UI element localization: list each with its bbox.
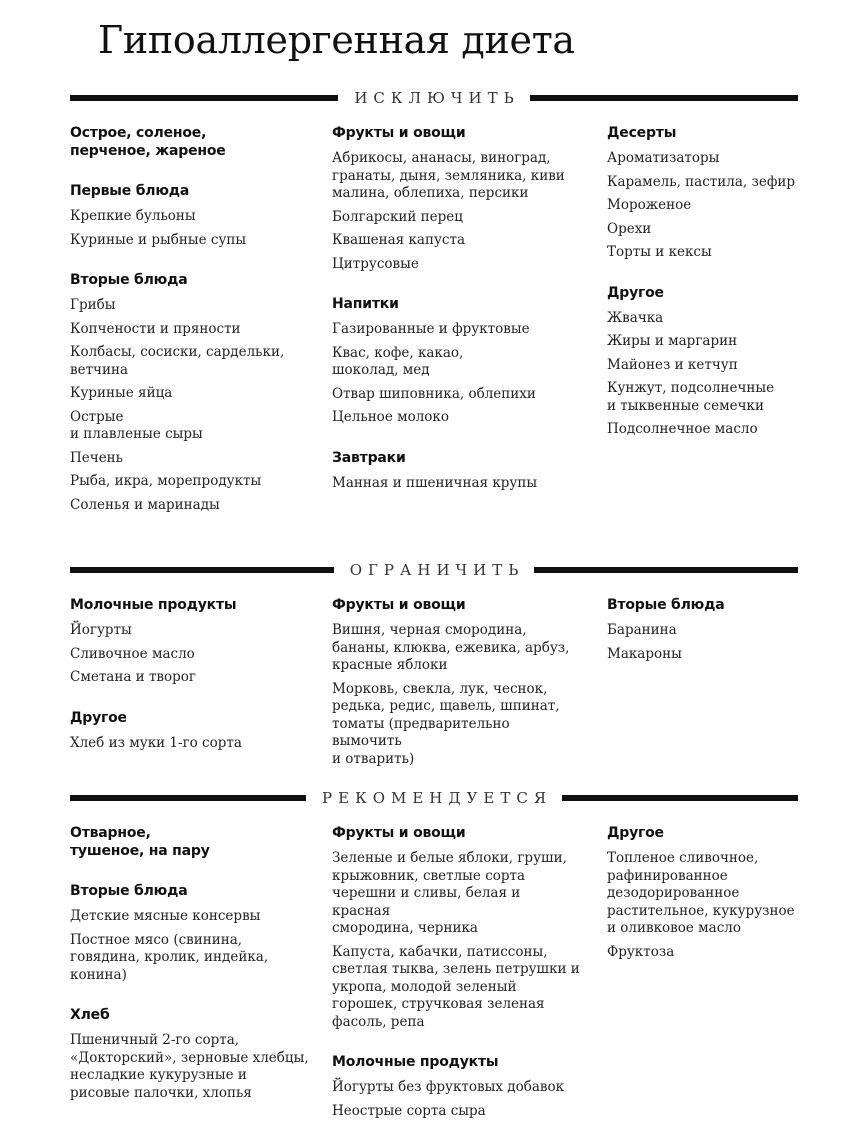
food-group <box>332 449 582 493</box>
food-item: Йогурты без фруктовых добавок <box>332 1079 565 1095</box>
group-title: Десерты <box>607 125 677 141</box>
food-item: Сливочное масло <box>70 645 195 662</box>
section-header-limit <box>70 560 798 580</box>
food-item: Квашеная капуста <box>332 232 465 248</box>
food-group <box>332 596 582 768</box>
food-group <box>332 124 582 273</box>
divider-left <box>70 95 338 101</box>
food-item: Квас, кофе, какао, шоколад, мед <box>332 344 464 378</box>
food-item: Орехи <box>607 220 652 237</box>
food-item: Зеленые и белые яблоки, груши, крыжовник, светлые сорта черешни и сливы, белая и красная смородина, черника <box>332 850 567 936</box>
food-item: Болгарский перец <box>332 208 463 225</box>
food-item: Баранина <box>607 622 677 638</box>
food-group <box>607 284 857 439</box>
food-item: Макароны <box>607 645 682 662</box>
food-item: Вишня, черная смородина, бананы, клюква, ежевика, арбуз, красные яблоки <box>332 622 570 673</box>
food-group <box>70 596 320 687</box>
limit-column-2 <box>332 596 582 790</box>
food-item: Детские мясные консервы <box>70 908 261 924</box>
food-item: Рыба, икра, морепродукты <box>70 473 262 489</box>
food-item: Отвар шиповника, облепихи <box>332 385 536 402</box>
group-title: Хлеб <box>70 1007 110 1023</box>
divider-right <box>534 567 798 573</box>
food-item: Острые и плавленые сыры <box>70 408 203 442</box>
group-title: Первые блюда <box>70 183 190 199</box>
section-header-recommended <box>70 788 798 808</box>
food-item: Мороженое <box>607 197 692 213</box>
food-group <box>70 182 320 249</box>
food-item: Крепкие бульоны <box>70 208 196 224</box>
group-title: Вторые блюда <box>607 597 725 613</box>
group-title: Другое <box>607 284 664 301</box>
food-item: Торты и кексы <box>607 244 712 260</box>
food-item: Копчености и пряности <box>70 320 241 337</box>
food-item: Топленое сливочное, рафинированное дезодорированное растительное, кукурузное и оливковое масло <box>607 850 795 936</box>
group-title: Отварное, тушеное, на пару <box>70 825 210 859</box>
food-item: Капуста, кабачки, патиссоны, светлая тыква, зелень петрушки и укропа, молодой зеленый горошек, стручковая зеленая фасоль, репа <box>332 943 580 1030</box>
food-item: Йогурты <box>70 622 132 638</box>
food-item: Куриные яйца <box>70 385 173 401</box>
food-item: Печень <box>70 449 124 466</box>
recommended-column-3 <box>607 824 857 983</box>
group-title: Другое <box>70 709 127 726</box>
exclude-column-1 <box>70 124 320 536</box>
food-group <box>70 271 320 514</box>
food-item: Фруктоза <box>607 943 675 960</box>
divider-left <box>70 567 334 573</box>
food-item: Пшеничный 2-го сорта, «Докторский», зерновые хлебцы, несладкие кукурузные и рисовые палочки, хлопья <box>70 1032 309 1101</box>
food-item: Карамель, пастила, зефир <box>607 173 796 190</box>
group-title: Другое <box>607 825 664 841</box>
food-item: Сметана и творог <box>70 669 197 685</box>
food-group <box>607 824 857 961</box>
food-item: Кунжут, подсолнечные и тыквенные семечки <box>607 380 775 414</box>
food-group <box>70 824 320 860</box>
divider-right <box>562 795 798 801</box>
section-label: РЕКОМЕНДУЕТСЯ <box>322 789 552 807</box>
group-title: Завтраки <box>332 449 406 466</box>
exclude-column-2 <box>332 124 582 514</box>
food-item: Жвачка <box>607 309 664 326</box>
exclude-column-3 <box>607 124 857 461</box>
section-label: ОГРАНИЧИТЬ <box>349 561 525 579</box>
food-item: Морковь, свекла, лук, чеснок, редька, редис, щавель, шпинат, томаты (предварительно вымочить и отварить) <box>332 680 560 767</box>
recommended-column-2 <box>332 824 582 1142</box>
food-group <box>332 295 582 427</box>
food-item: Неострые сорта сыра <box>332 1102 486 1119</box>
food-group <box>70 882 320 984</box>
food-group <box>70 124 320 160</box>
divider-left <box>70 795 306 801</box>
food-item: Колбасы, сосиски, сардельки, ветчина <box>70 344 285 378</box>
group-title: Фрукты и овощи <box>332 125 466 141</box>
food-group <box>70 1006 320 1102</box>
food-group <box>607 124 857 262</box>
group-title: Фрукты и овощи <box>332 597 466 613</box>
limit-column-1 <box>70 596 320 774</box>
food-item: Ароматизаторы <box>607 150 720 166</box>
food-item: Постное мясо (свинина, говядина, кролик, индейка, конина) <box>70 931 269 983</box>
group-title: Острое, соленое, перченое, жареное <box>70 125 226 159</box>
food-item: Куриные и рыбные супы <box>70 231 247 248</box>
food-group <box>332 824 582 1031</box>
food-item: Грибы <box>70 297 116 313</box>
food-item: Газированные и фруктовые <box>332 321 530 337</box>
food-group <box>70 709 320 753</box>
food-item: Жиры и маргарин <box>607 333 738 349</box>
food-item: Абрикосы, ананасы, виноград, гранаты, дыня, земляника, киви малина, облепиха, персики <box>332 150 565 201</box>
page-title: Гипоаллергенная диета <box>98 18 575 62</box>
group-title: Фрукты и овощи <box>332 825 466 841</box>
limit-column-3 <box>607 596 857 685</box>
food-group <box>332 1053 582 1120</box>
food-item: Цитрусовые <box>332 255 419 272</box>
food-item: Соленья и маринады <box>70 496 220 513</box>
food-group <box>607 596 857 663</box>
recommended-column-1 <box>70 824 320 1124</box>
food-item: Цельное молоко <box>332 409 449 425</box>
group-title: Молочные продукты <box>70 597 237 613</box>
food-item: Хлеб из муки 1-го сорта <box>70 734 242 751</box>
group-title: Вторые блюда <box>70 883 188 899</box>
group-title: Молочные продукты <box>332 1054 499 1070</box>
food-item: Подсолнечное масло <box>607 421 758 437</box>
divider-right <box>530 95 798 101</box>
section-label: ИСКЛЮЧИТЬ <box>354 89 520 107</box>
food-item: Манная и пшеничная крупы <box>332 474 538 491</box>
group-title: Напитки <box>332 296 399 312</box>
food-item: Майонез и кетчуп <box>607 356 738 373</box>
section-header-exclude <box>70 88 798 108</box>
group-title: Вторые блюда <box>70 272 188 288</box>
